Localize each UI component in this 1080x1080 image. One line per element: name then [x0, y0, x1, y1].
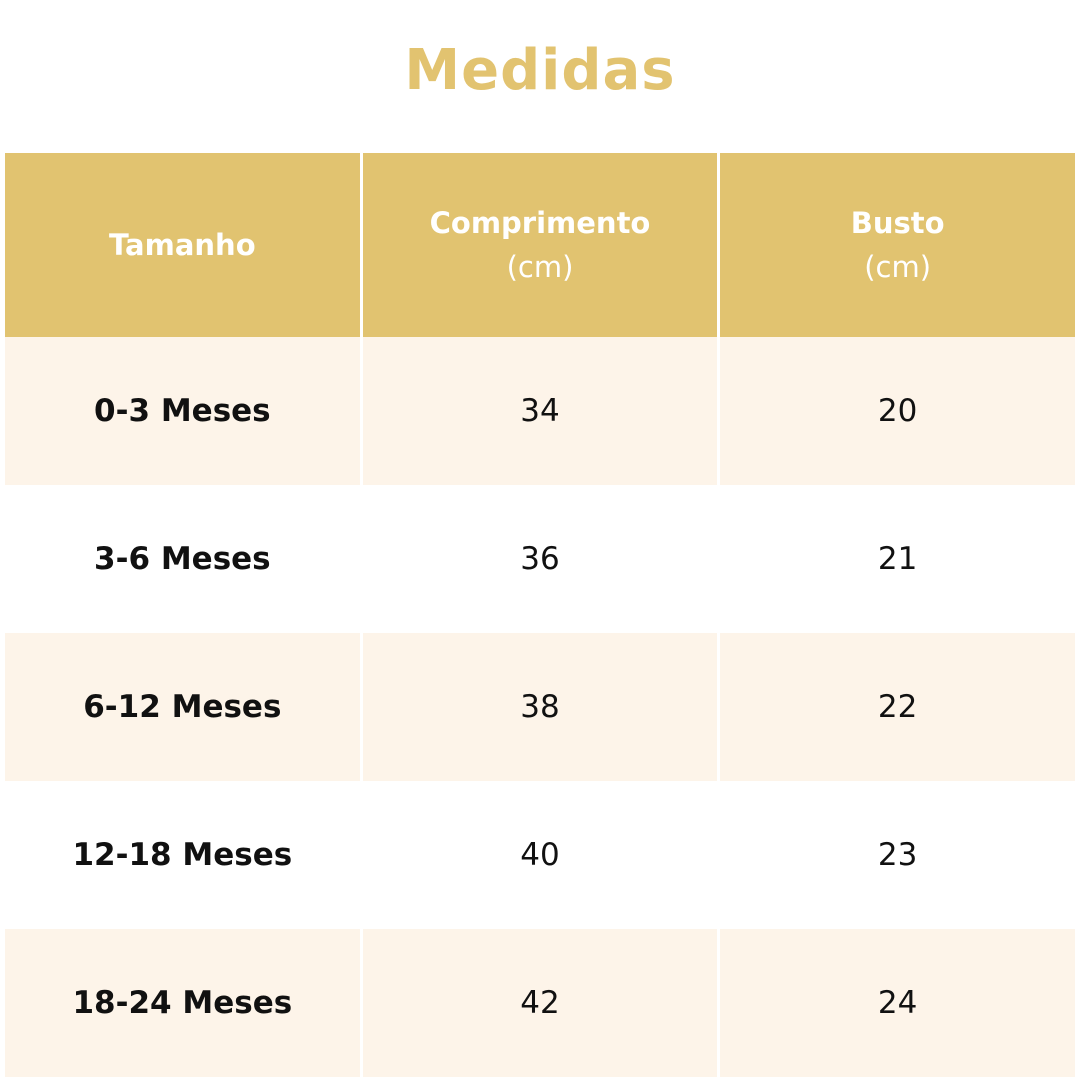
- table-row: [5, 929, 1075, 1077]
- header-unit-comprimento: (cm): [506, 250, 574, 284]
- comprimento-cell: 34: [363, 337, 718, 485]
- header-cell-busto: [720, 153, 1075, 337]
- size-chart-table: [2, 153, 1078, 1077]
- busto-cell: 23: [720, 781, 1075, 929]
- header-label-comprimento: Comprimento: [429, 206, 651, 240]
- busto-cell: 22: [720, 633, 1075, 781]
- table-row: [5, 781, 1075, 929]
- header-label-tamanho: Tamanho: [109, 228, 256, 262]
- header-unit-busto: (cm): [864, 250, 932, 284]
- table-row: [5, 633, 1075, 781]
- header-cell-tamanho: [5, 153, 360, 337]
- page-title: Medidas: [404, 38, 676, 103]
- size-cell: 0-3 Meses: [5, 337, 360, 485]
- header-label-busto: Busto: [850, 206, 945, 240]
- comprimento-cell: 40: [363, 781, 718, 929]
- comprimento-cell: 38: [363, 633, 718, 781]
- busto-cell: 24: [720, 929, 1075, 1077]
- size-cell: 6-12 Meses: [5, 633, 360, 781]
- table-row: [5, 485, 1075, 633]
- busto-cell: 20: [720, 337, 1075, 485]
- comprimento-cell: 36: [363, 485, 718, 633]
- table-header-row: [5, 153, 1075, 337]
- busto-cell: 21: [720, 485, 1075, 633]
- table-row: [5, 337, 1075, 485]
- comprimento-cell: 42: [363, 929, 718, 1077]
- size-cell: 3-6 Meses: [5, 485, 360, 633]
- size-cell: 12-18 Meses: [5, 781, 360, 929]
- size-cell: 18-24 Meses: [5, 929, 360, 1077]
- header-cell-comprimento: [363, 153, 718, 337]
